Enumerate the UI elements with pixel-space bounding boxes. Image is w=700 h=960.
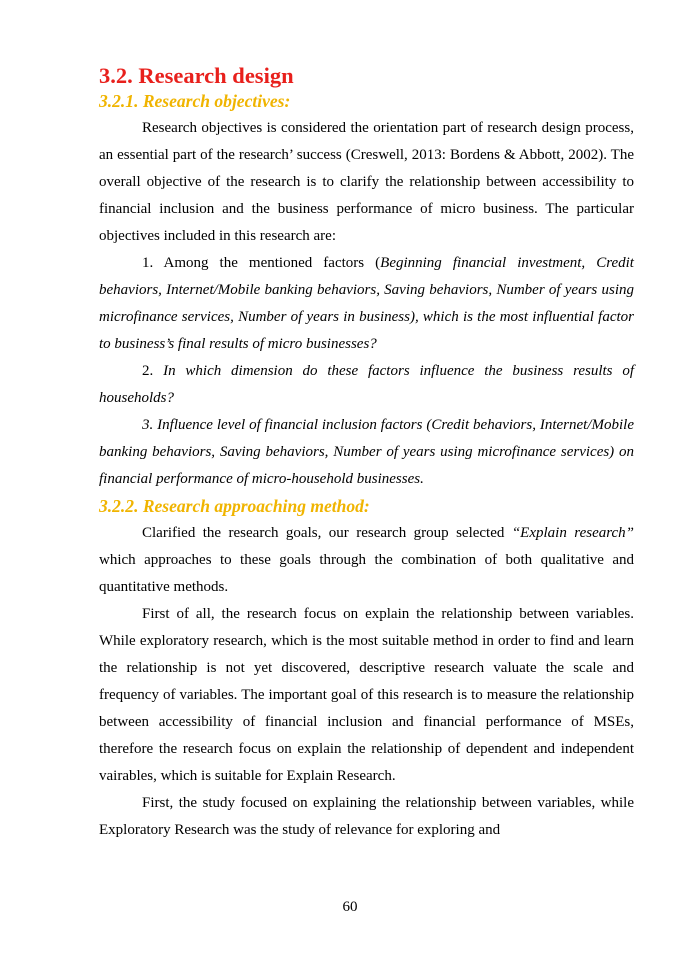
subsection-heading-objectives: 3.2.1. Research objectives: <box>99 91 291 111</box>
method-paragraph-1 <box>99 520 634 601</box>
page-number: 60 <box>342 899 358 915</box>
method-text: which approaches to these goals through the combination of both qualitative and quantitative methods. <box>99 552 634 595</box>
method-paragraph-2: First of all, the research focus on explain the relationship between variables. While exploratory research, which is the most suitable method in order to find and learn the relationship is not yet discovered, descriptive research valuate the scale and frequency of variables. The important goal of this research is to measure the relationship between accessibility of financial inclusion and financial performance of MSEs, therefore the research focus on explain the relationship of dependent and independent vairables, which is suitable for Explain Research. <box>99 606 634 784</box>
objective-number: 3. <box>142 417 154 433</box>
objective-item-2 <box>99 358 634 412</box>
method-term: “Explain research” <box>511 525 635 541</box>
objective-text: Influence level of financial inclusion factors (Credit behaviors, Internet/Mobile banking behaviors, Saving behaviors, Number of years using microfinance services) on financial performance of micro-household businesses. <box>99 417 634 487</box>
subsection-heading-method: 3.2.2. Research approaching method: <box>99 496 370 516</box>
objective-lead: Among the mentioned factors ( <box>163 255 381 271</box>
objective-text: In which dimension do these factors influence the business results of households? <box>99 363 635 406</box>
method-text: Clarified the research goals, our research group selected <box>142 525 512 541</box>
objectives-intro-paragraph: Research objectives is considered the orientation part of research design process, an essential part of the research’ success (Creswell, 2013: Bordens & Abbott, 2002). The overall objective of the research is to clarify the relationship between accessibility to financial inclusion and the business performance of micro business. The particular objectives included in this research are: <box>99 120 634 244</box>
document-page <box>99 64 634 844</box>
objective-number: 1. <box>142 255 154 271</box>
objective-text: Beginning financial investment, Credit behaviors, Internet/Mobile banking behaviors, Saving behaviors, Number of years using microfinance services, Number of years in business), which is the most influential factor to business’s final results of micro businesses? <box>99 255 634 352</box>
objective-item-1 <box>99 250 634 358</box>
objective-item-3 <box>99 412 634 493</box>
objective-number: 2. <box>142 363 154 379</box>
section-heading: 3.2. Research design <box>99 63 294 88</box>
method-paragraph-3: First, the study focused on explaining the relationship between variables, while Exploratory Research was the study of relevance for exploring and <box>99 795 634 838</box>
